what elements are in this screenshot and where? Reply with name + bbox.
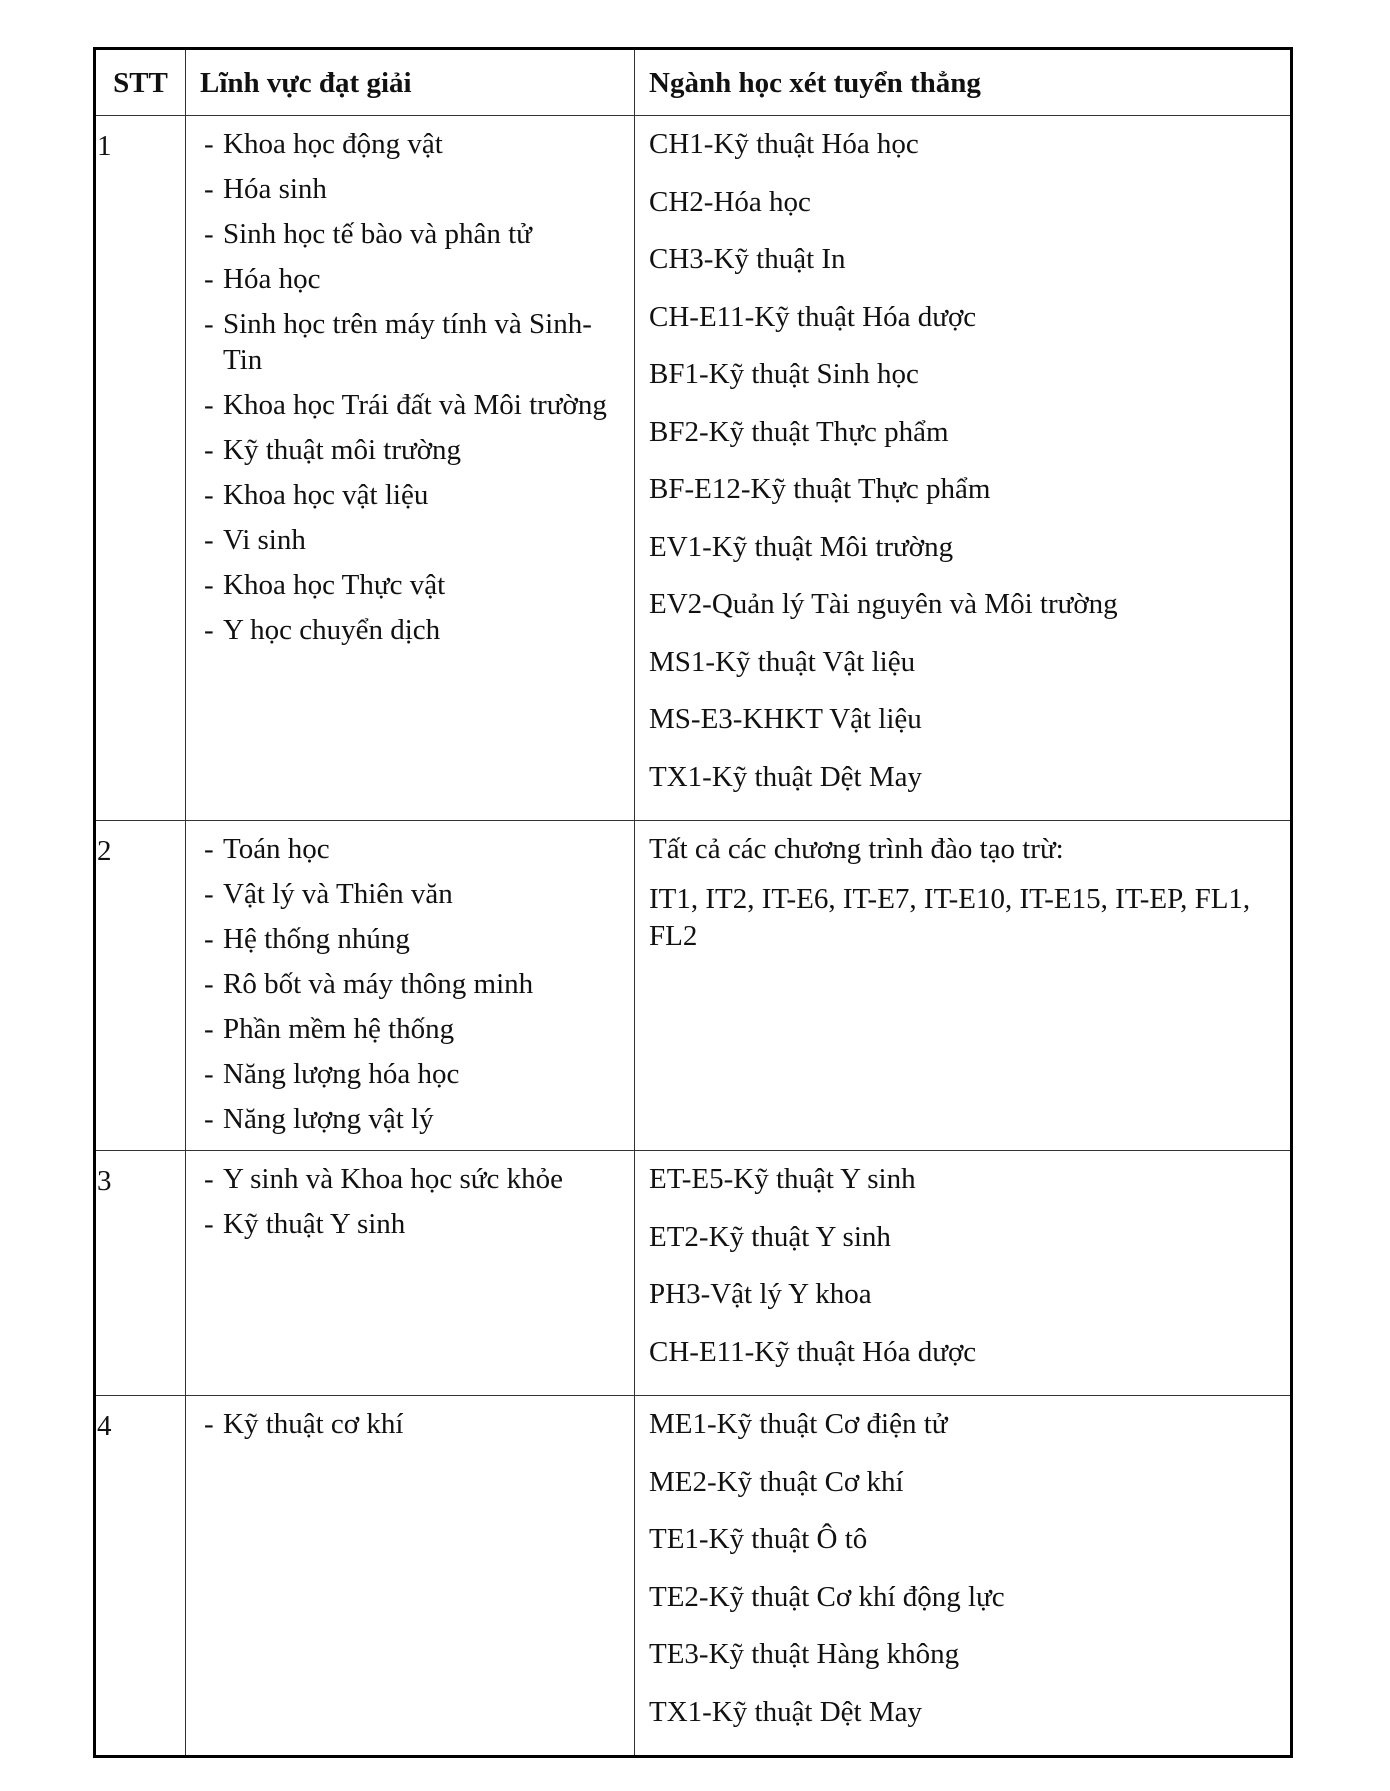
major-item: PH3-Vật lý Y khoa [649,1278,872,1310]
award-major-table [93,47,1293,1758]
field-item: - Kỹ thuật cơ khí [204,1408,404,1440]
field-item-text: Toán học [223,833,330,865]
stt-cell: 3 [95,1151,186,1396]
field-item: - Hóa học [204,263,321,295]
major-item: MS-E3-KHKT Vật liệu [649,703,922,735]
major-item: TX1-Kỹ thuật Dệt May [649,1695,923,1728]
field-item-text: Sinh học tế bào và phân tử [223,218,532,250]
table-row [95,821,1292,1151]
field-item: - Kỹ thuật môi trường [204,434,462,466]
stt-cell: 4 [95,1396,186,1757]
field-item-text: Vi sinh [223,524,306,556]
field-item-text: Khoa học Thực vật [223,569,446,601]
major-item: CH3-Kỹ thuật In [649,243,846,275]
major-item: EV1-Kỹ thuật Môi trường [649,530,954,563]
stt-cell: 1 [95,116,186,821]
field-item: - Y sinh và Khoa học sức khỏe [204,1163,564,1195]
field-item-text: Khoa học động vật [223,128,443,160]
field-item-text: Kỹ thuật Y sinh [223,1208,406,1240]
field-item: - Kỹ thuật Y sinh [204,1208,406,1240]
field-item-text: Y học chuyển dịch [223,614,441,646]
major-item: EV2-Quản lý Tài nguyên và Môi trường [649,588,1118,620]
field-item: - Rô bốt và máy thông minh [204,968,534,1000]
major-item: CH1-Kỹ thuật Hóa học [649,128,919,160]
field-item-text: Kỹ thuật môi trường [223,434,462,466]
table-header-row [95,49,1292,116]
major-item: MS1-Kỹ thuật Vật liệu [649,645,916,678]
major-list [649,1406,1278,1730]
major-cell [635,1396,1292,1757]
field-item-text: Khoa học vật liệu [223,479,429,511]
major-item: CH-E11-Kỹ thuật Hóa dược [649,300,977,333]
major-item: CH-E11-Kỹ thuật Hóa dược [649,1335,977,1368]
field-item: - Sinh học tế bào và phân tử [204,218,532,250]
major-exception-note: Tất cả các chương trình đào tạo trừ: [649,833,1064,865]
field-list [204,1406,622,1442]
major-cell [635,821,1292,1151]
major-item: BF1-Kỹ thuật Sinh học [649,358,919,390]
major-item: ET2-Kỹ thuật Y sinh [649,1220,891,1253]
field-list [204,831,622,1137]
field-item-text: Phần mềm hệ thống [223,1013,455,1045]
field-item: - Toán học [204,833,330,865]
field-item-text: Kỹ thuật cơ khí [223,1408,404,1440]
field-item-text: Năng lượng hóa học [223,1058,460,1090]
header-major: Ngành học xét tuyển thẳng [635,49,1292,116]
table-row [95,1396,1292,1757]
major-item: ET-E5-Kỹ thuật Y sinh [649,1163,916,1195]
major-item: BF-E12-Kỹ thuật Thực phẩm [649,473,991,505]
field-item: - Sinh học trên máy tính và Sinh-Tin [204,308,592,376]
major-item: BF2-Kỹ thuật Thực phẩm [649,415,949,448]
field-item: - Hóa sinh [204,173,327,205]
major-list [649,1161,1278,1370]
field-item-text: Hóa sinh [223,173,327,205]
major-item: TE3-Kỹ thuật Hàng không [649,1638,960,1670]
major-cell [635,116,1292,821]
field-item: - Vật lý và Thiên văn [204,878,453,910]
field-item-text: Năng lượng vật lý [223,1103,434,1135]
field-list [204,126,622,648]
field-item-text: Sinh học trên máy tính và Sinh-Tin [223,308,592,376]
table-row [95,1151,1292,1396]
stt-cell: 2 [95,821,186,1151]
major-exception-codes: IT1, IT2, IT-E6, IT-E7, IT-E10, IT-E15, IT-EP, FL1, FL2 [649,883,1251,952]
header-stt: STT [95,49,186,116]
field-item-text: Hóa học [223,263,321,295]
field-cell [186,1396,635,1757]
major-item: ME2-Kỹ thuật Cơ khí [649,1465,904,1498]
field-cell [186,116,635,821]
field-item-text: Vật lý và Thiên văn [223,878,453,910]
field-item: - Phần mềm hệ thống [204,1013,455,1045]
field-item: - Vi sinh [204,524,306,556]
major-item: ME1-Kỹ thuật Cơ điện tử [649,1408,948,1440]
field-cell [186,821,635,1151]
field-list [204,1161,622,1242]
major-list [649,126,1278,795]
field-item: - Hệ thống nhúng [204,923,410,955]
major-item: TE1-Kỹ thuật Ô tô [649,1523,868,1555]
field-item: - Khoa học Trái đất và Môi trường [204,389,607,421]
major-item: CH2-Hóa học [649,185,811,218]
field-item: - Khoa học vật liệu [204,479,429,511]
major-cell [635,1151,1292,1396]
field-item: - Năng lượng hóa học [204,1058,460,1090]
field-item-text: Khoa học Trái đất và Môi trường [223,389,607,421]
field-item: - Khoa học động vật [204,128,443,160]
field-item: - Khoa học Thực vật [204,569,446,601]
table-row [95,116,1292,821]
field-item-text: Rô bốt và máy thông minh [223,968,534,1000]
header-field: Lĩnh vực đạt giải [186,49,635,116]
major-item: TE2-Kỹ thuật Cơ khí động lực [649,1580,1005,1613]
field-item: - Năng lượng vật lý [204,1103,434,1135]
field-item: - Y học chuyển dịch [204,614,441,646]
field-item-text: Hệ thống nhúng [223,923,410,955]
field-cell [186,1151,635,1396]
major-item: TX1-Kỹ thuật Dệt May [649,760,923,793]
field-item-text: Y sinh và Khoa học sức khỏe [223,1163,564,1195]
